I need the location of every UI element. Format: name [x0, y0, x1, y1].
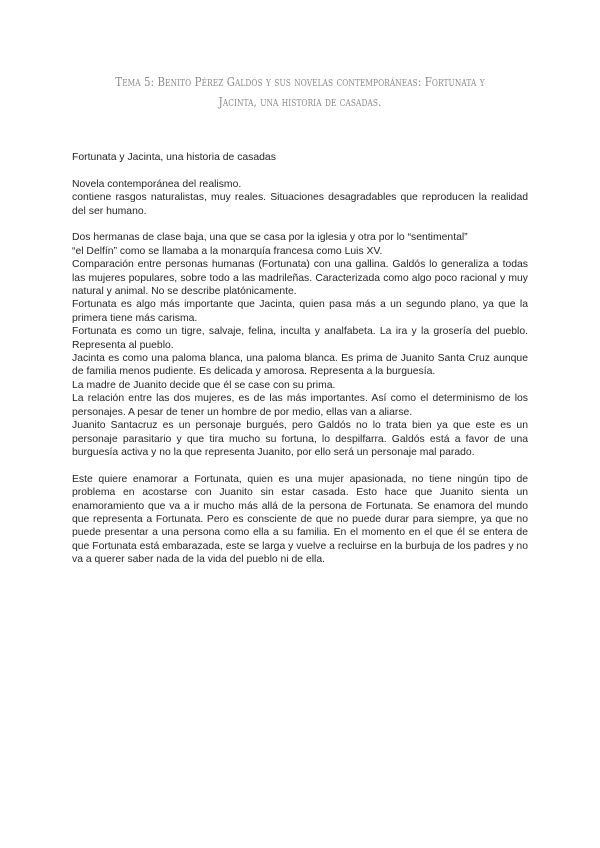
document-body: [72, 151, 528, 567]
paragraph: “el Delfín” como se llamaba a la monarquía francesa como Luis XV.: [72, 245, 383, 257]
paragraph: La relación entre las dos mujeres, es de las más importantes. Así como el determinismo de los personajes. A pesar de tener un hombre de por medio, ellas van a aliarse.: [72, 393, 528, 418]
paragraph: Dos hermanas de clase baja, una que se casa por la iglesia y otra por lo “sentimental”: [72, 232, 468, 244]
paragraph: Juanito Santacruz es un personaje burgués, pero Galdós no lo trata bien ya que este es un personaje parasitario y que tira mucho su fortuna, lo despilfarra. Galdós está a favor de una burguesía activa y no la que representa Juanito, por ello será un personaje mal parado.: [72, 420, 528, 458]
paragraph: Fortunata es algo más importante que Jacinta, quien pasa más a un segundo plano, ya que la primera tiene más carisma.: [72, 299, 528, 324]
paragraph: Comparación entre personas humanas (Fortunata) con una gallina. Galdós lo generaliza a todas las mujeres populares, sobre todo a las madrileñas. Caracterizada como algo poco racional y muy natural y animal. No se describe platónicamente.: [72, 259, 528, 298]
intro-line: Novela contemporánea del realismo.: [72, 178, 242, 190]
paragraph: La madre de Juanito decide que él se case con su prima.: [72, 379, 336, 391]
final-paragraph: Este quiere enamorar a Fortunata, quien es una mujer apasionada, no tiene ningún tipo de problema en acostarse con Juanito sin estar casada. Esto hace que Juanito sienta un enamoramiento que va a ir mucho más allá de la persona de Fortunata. Se enamora del mundo que representa a Fortunata. Pero es consciente de que no puede durar para siempre, ya que no puede presentar a una persona como ella a su familia. En el momento en el que él se entera de que Fortunata está embarazada, este se larga y vuelve a recluirse en la burbuja de los padres y no va a querer saber nada de la vida del pueblo ni de ella.: [72, 473, 528, 566]
paragraph: Fortunata es como un tigre, salvaje, felina, inculta y analfabeta. La ira y la grosería del pueblo. Representa al pueblo.: [72, 326, 528, 351]
section-heading: Fortunata y Jacinta, una historia de casadas: [72, 152, 276, 163]
document-title: Tema 5: Benito Pérez Galdós y sus novelas contemporáneas: Fortunata y Jacinta, una historia de casadas.: [115, 74, 485, 109]
intro-line: contiene rasgos naturalistas, muy reales. Situaciones desagradables que reproducen la realidad del ser humano.: [72, 192, 528, 217]
paragraph: Jacinta es como una paloma blanca, una paloma blanca. Es prima de Juanito Santa Cruz aunque de familia menos pudiente. Es delicada y amorosa. Representa a la burguesía.: [72, 353, 528, 378]
